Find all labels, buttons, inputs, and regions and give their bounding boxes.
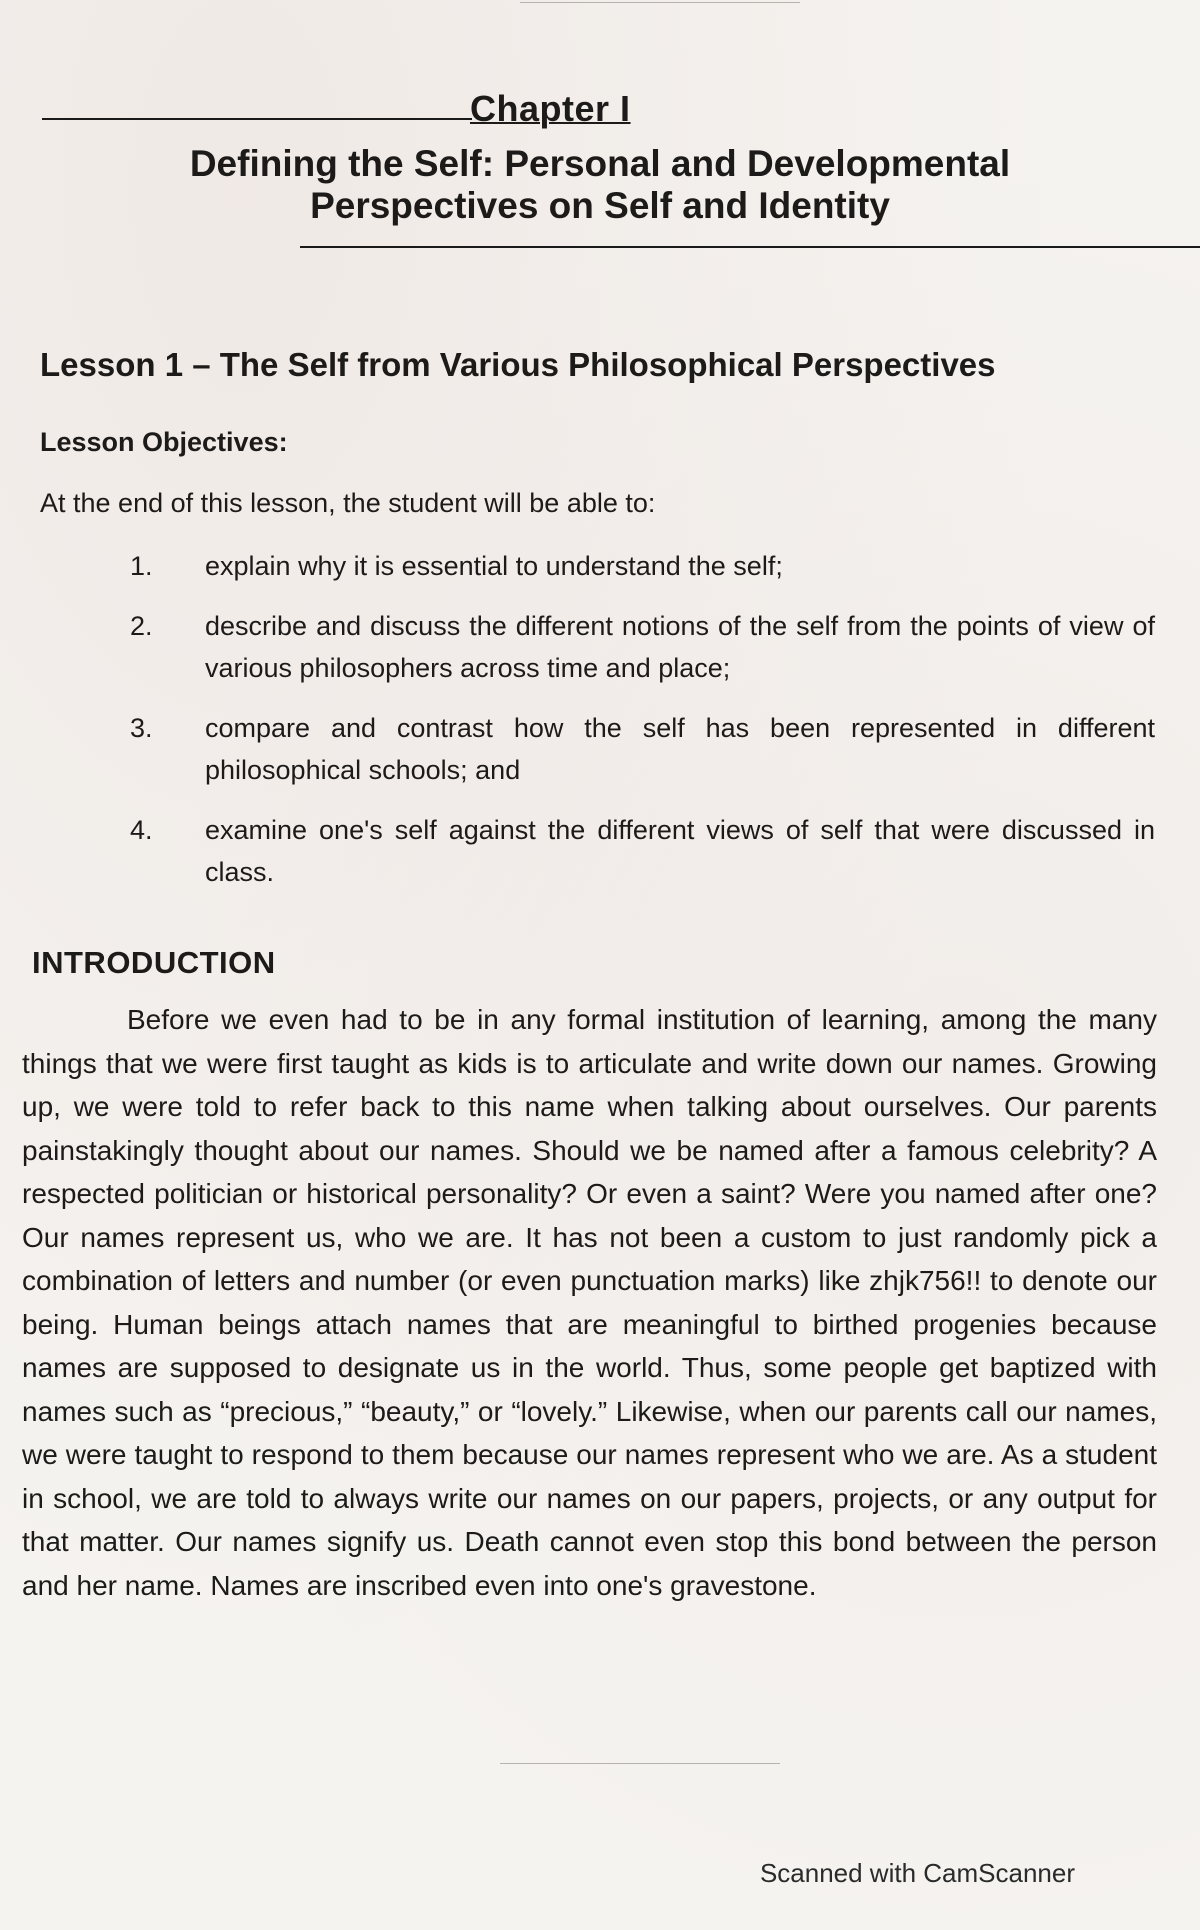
top-faint-rule bbox=[520, 2, 800, 3]
objective-item bbox=[130, 809, 1155, 893]
objective-text: explain why it is essential to understand the self; bbox=[205, 551, 783, 581]
objective-number: 2. bbox=[130, 611, 153, 641]
objective-item bbox=[130, 545, 1155, 587]
objectives-list bbox=[130, 545, 1155, 911]
objectives-label: Lesson Objectives: bbox=[40, 427, 288, 457]
objective-text: compare and contrast how the self has been represented in different philosophical schools; and bbox=[205, 713, 1155, 785]
chapter-title bbox=[140, 143, 1060, 227]
objective-number: 3. bbox=[130, 713, 153, 743]
introduction-heading: INTRODUCTION bbox=[32, 945, 276, 980]
objective-text: describe and discuss the different notions of the self from the points of view of various philosophers across time and place; bbox=[205, 611, 1155, 683]
objective-number: 4. bbox=[130, 815, 153, 845]
bottom-faint-rule bbox=[500, 1763, 780, 1764]
objective-text: examine one's self against the different views of self that were discussed in class. bbox=[205, 815, 1155, 887]
chapter-title-line-1: Defining the Self: Personal and Developmental bbox=[189, 143, 1011, 184]
objective-item bbox=[130, 605, 1155, 689]
lesson-heading: Lesson 1 – The Self from Various Philosophical Perspectives bbox=[40, 346, 996, 383]
objective-number: 1. bbox=[130, 551, 153, 581]
scanner-watermark: Scanned with CamScanner bbox=[759, 1858, 1075, 1888]
chapter-right-rule bbox=[300, 246, 1200, 248]
chapter-left-rule bbox=[42, 118, 472, 120]
chapter-label-text: Chapter I bbox=[470, 88, 631, 129]
objective-item bbox=[130, 707, 1155, 791]
introduction-paragraph: Before we even had to be in any formal institution of learning, among the many things that we were first taught as kids is to articulate and write down our names. Growing up, we were told to refer back to this name when talking about ourselves. Our parents painstakingly thought about our names. Should we be named after a famous celebrity? A respected politician or historical personality? Or even a saint? Were you named after one? Our names represent us, who we are. It has not been a custom to just randomly pick a combination of letters and number (or even punctuation marks) like zhjk756!! to denote our being. Human beings attach names that are meaningful to birthed progenies because names are supposed to designate us in the world. Thus, some people get baptized with names such as “precious,” “beauty,” or “lovely.” Likewise, when our parents call our names, we were taught to respond to them because our names represent who we are. As a student in school, we are told to always write our names on our papers, projects, or any output for that matter. Our names signify us. Death cannot even stop this bond between the person and her name. Names are inscribed even into one's gravestone. bbox=[22, 1004, 1157, 1601]
chapter-label bbox=[470, 88, 631, 130]
chapter-title-line-2: Perspectives on Self and Identity bbox=[310, 185, 890, 226]
objectives-intro: At the end of this lesson, the student will be able to: bbox=[40, 488, 656, 518]
